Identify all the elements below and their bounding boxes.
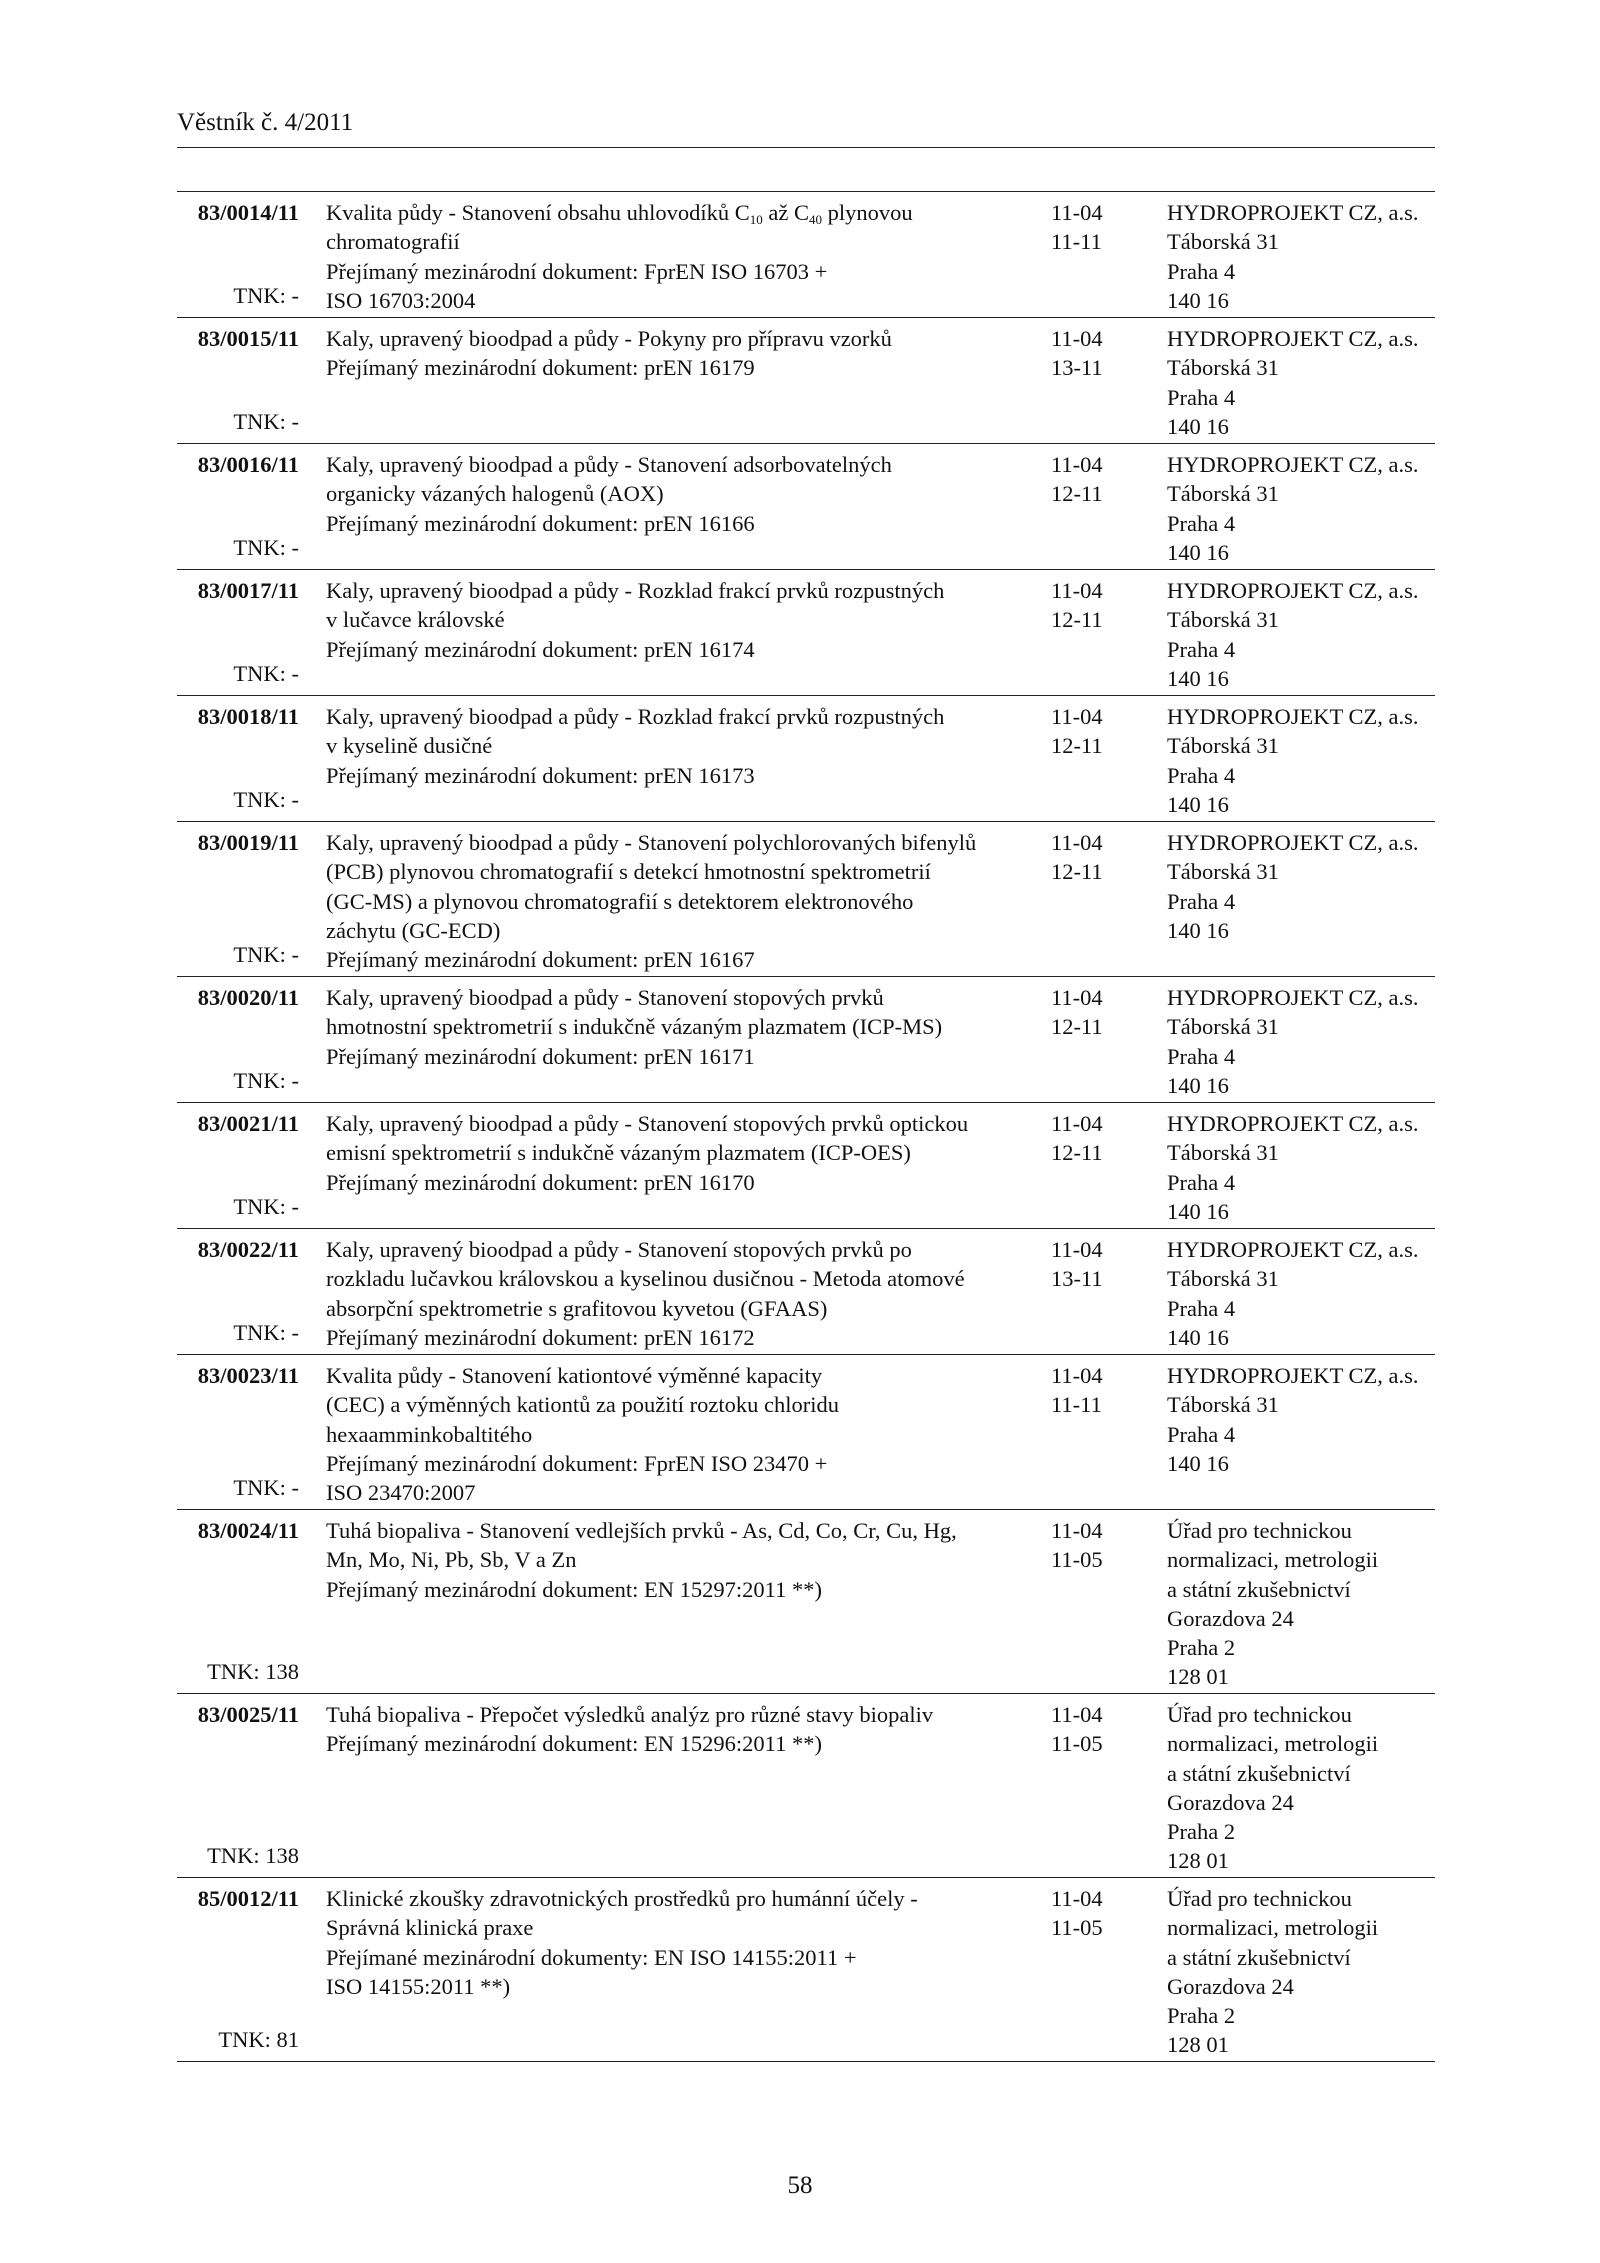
description-line: Tuhá biopaliva - Přepočet výsledků analýz pro různé stavy biopaliv — [326, 1702, 934, 1727]
description-line: Kaly, upravený bioodpad a půdy - Stanovení adsorbovatelných — [326, 452, 892, 477]
description-cell — [326, 1516, 1016, 1604]
table-row — [177, 570, 1435, 696]
address-line: Praha 2 — [1167, 1635, 1236, 1661]
table-row — [177, 1355, 1435, 1510]
description-line: organicky vázaných halogenů (AOX) — [326, 481, 664, 507]
description-line: Přejímaný mezinárodní dokument: prEN 16173 — [326, 762, 755, 788]
date-code: 11-05 — [1051, 1547, 1103, 1573]
address-line: normalizaci, metrologii — [1167, 1915, 1379, 1941]
description-line: ISO 14155:2011 **) — [326, 1973, 511, 1999]
record-number: 83/0016/11 — [197, 452, 299, 477]
tnk-label: TNK: - — [233, 660, 299, 686]
address-line: Praha 2 — [1167, 1819, 1236, 1845]
table-row — [177, 1878, 1435, 2062]
date-code: 12-11 — [1051, 1140, 1103, 1166]
record-number: 83/0023/11 — [197, 1363, 299, 1388]
address-line: a státní zkušebnictví — [1167, 1944, 1351, 1970]
address-line: 140 16 — [1167, 287, 1229, 313]
address-line: Praha 4 — [1167, 1421, 1236, 1447]
address-line: HYDROPROJEKT CZ, a.s. — [1167, 326, 1419, 351]
address-line: Praha 4 — [1167, 1169, 1236, 1195]
address-line: 140 16 — [1167, 413, 1229, 439]
page-number: 58 — [787, 2172, 813, 2199]
dates-cell — [1051, 1700, 1131, 1759]
table-row — [177, 1694, 1435, 1878]
description-line: Přejímaný mezinárodní dokument: FprEN ISO 23470 + — [326, 1450, 828, 1476]
description-cell — [326, 450, 1016, 538]
dates-cell — [1051, 1109, 1131, 1168]
record-number: 83/0025/11 — [197, 1702, 299, 1727]
description-cell — [326, 702, 1016, 790]
date-code: 11-04 — [1051, 1886, 1103, 1911]
date-code: 11-04 — [1051, 200, 1103, 225]
description-line: Kaly, upravený bioodpad a půdy - Rozklad frakcí prvků rozpustných — [326, 578, 945, 603]
description-line: v lučavce královské — [326, 607, 505, 633]
date-code: 11-04 — [1051, 578, 1103, 603]
description-line: v kyselině dusičné — [326, 733, 493, 759]
address-line: Praha 2 — [1167, 2003, 1236, 2029]
address-line: Praha 4 — [1167, 510, 1236, 536]
address-line: HYDROPROJEKT CZ, a.s. — [1167, 704, 1419, 729]
date-code: 11-04 — [1051, 985, 1103, 1010]
address-line: 140 16 — [1167, 665, 1229, 691]
date-code: 12-11 — [1051, 733, 1103, 759]
description-cell — [326, 198, 1016, 315]
address-line: 128 01 — [1167, 1848, 1229, 1874]
description-text: Kvalita půdy - Stanovení obsahu uhlovodíků C — [326, 200, 750, 225]
address-line: a státní zkušebnictví — [1167, 1760, 1351, 1786]
date-code: 13-11 — [1051, 1266, 1103, 1292]
address-line: HYDROPROJEKT CZ, a.s. — [1167, 578, 1419, 603]
address-line: HYDROPROJEKT CZ, a.s. — [1167, 452, 1419, 477]
record-number: 83/0019/11 — [197, 830, 299, 855]
address-line: 128 01 — [1167, 1664, 1229, 1690]
address-line: 140 16 — [1167, 1324, 1229, 1350]
description-line: Mn, Mo, Ni, Pb, Sb, V a Zn — [326, 1547, 577, 1573]
address-line: 140 16 — [1167, 791, 1229, 817]
description-line: Přejímaný mezinárodní dokument: prEN 16179 — [326, 355, 755, 381]
description-line: absorpční spektrometrie s grafitovou kyvetou (GFAAS) — [326, 1295, 828, 1321]
date-code: 11-04 — [1051, 1702, 1103, 1727]
record-id-cell — [177, 983, 299, 1095]
description-cell — [326, 576, 1016, 664]
tnk-label: TNK: 81 — [218, 2026, 299, 2052]
page-header — [177, 108, 1435, 138]
address-line: HYDROPROJEKT CZ, a.s. — [1167, 1237, 1419, 1262]
dates-cell — [1051, 198, 1131, 257]
table-row — [177, 1103, 1435, 1229]
record-number: 83/0021/11 — [197, 1111, 299, 1136]
address-line: Táborská 31 — [1167, 1014, 1279, 1040]
tnk-label: TNK: - — [233, 1067, 299, 1093]
description-cell — [326, 1700, 1016, 1759]
dates-cell — [1051, 1516, 1131, 1575]
address-line: Praha 4 — [1167, 258, 1236, 284]
address-line: HYDROPROJEKT CZ, a.s. — [1167, 985, 1419, 1010]
date-code: 11-04 — [1051, 452, 1103, 477]
description-line: emisní spektrometrií s indukčně vázaným plazmatem (ICP-OES) — [326, 1140, 911, 1166]
table-row — [177, 444, 1435, 570]
record-id-cell — [177, 1516, 299, 1686]
date-code: 11-04 — [1051, 1518, 1103, 1543]
address-line: 140 16 — [1167, 1450, 1229, 1476]
address-line: 140 16 — [1167, 1198, 1229, 1224]
description-line: hmotnostní spektrometrií s indukčně vázaným plazmatem (ICP-MS) — [326, 1014, 943, 1040]
processor-address-cell — [1167, 576, 1435, 693]
publication-title: Věstník č. 4/2011 — [177, 109, 354, 136]
address-line: 140 16 — [1167, 539, 1229, 565]
address-line: 128 01 — [1167, 2032, 1229, 2058]
table-row — [177, 1229, 1435, 1355]
table-row — [177, 822, 1435, 977]
date-code: 11-04 — [1051, 704, 1103, 729]
description-line: Kvalita půdy - Stanovení kationtové výměnné kapacity — [326, 1363, 823, 1388]
processor-address-cell — [1167, 450, 1435, 567]
dates-cell — [1051, 702, 1131, 761]
address-line: HYDROPROJEKT CZ, a.s. — [1167, 200, 1419, 225]
processor-address-cell — [1167, 1884, 1435, 2060]
processor-address-cell — [1167, 1361, 1435, 1478]
record-number: 83/0017/11 — [197, 578, 299, 603]
description-line: Přejímaný mezinárodní dokument: prEN 16170 — [326, 1169, 755, 1195]
description-line: Tuhá biopaliva - Stanovení vedlejších prvků - As, Cd, Co, Cr, Cu, Hg, — [326, 1518, 957, 1543]
processor-address-cell — [1167, 1700, 1435, 1876]
date-code: 11-11 — [1051, 229, 1102, 255]
record-id-cell — [177, 702, 299, 814]
description-line: Přejímaný mezinárodní dokument: EN 15297:2011 **) — [326, 1576, 822, 1602]
tnk-label: TNK: - — [233, 1474, 299, 1500]
address-line: 140 16 — [1167, 1072, 1229, 1098]
date-code: 11-11 — [1051, 1392, 1102, 1418]
dates-cell — [1051, 828, 1131, 887]
processor-address-cell — [1167, 198, 1435, 315]
date-code: 11-04 — [1051, 830, 1103, 855]
address-line: Táborská 31 — [1167, 481, 1279, 507]
processor-address-cell — [1167, 1235, 1435, 1352]
dates-cell — [1051, 450, 1131, 509]
description-line: Přejímané mezinárodní dokumenty: EN ISO 14155:2011 + — [326, 1944, 857, 1970]
record-number: 83/0020/11 — [197, 985, 299, 1010]
tnk-label: TNK: - — [233, 1319, 299, 1345]
description-line: Kaly, upravený bioodpad a půdy - Stanovení stopových prvků po — [326, 1237, 912, 1262]
description-line: záchytu (GC-ECD) — [326, 917, 501, 943]
description-line: Správná klinická praxe — [326, 1915, 534, 1941]
date-code: 11-04 — [1051, 1237, 1103, 1262]
dates-cell — [1051, 1361, 1131, 1420]
description-text: až C — [762, 200, 809, 225]
description-line: Kaly, upravený bioodpad a půdy - Pokyny pro přípravu vzorků — [326, 326, 892, 351]
address-line: Gorazdova 24 — [1167, 1973, 1294, 1999]
table-row — [177, 1510, 1435, 1694]
address-line: Gorazdova 24 — [1167, 1605, 1294, 1631]
address-line: normalizaci, metrologii — [1167, 1547, 1379, 1573]
processor-address-cell — [1167, 1516, 1435, 1692]
description-line: (GC-MS) a plynovou chromatografií s detektorem elektronového — [326, 888, 914, 914]
record-id-cell — [177, 576, 299, 688]
description-line: (CEC) a výměnných kationtů za použití roztoku chloridu — [326, 1392, 839, 1418]
processor-address-cell — [1167, 983, 1435, 1100]
tnk-label: TNK: - — [233, 534, 299, 560]
subscript-text: 40 — [808, 212, 822, 227]
address-line: Praha 4 — [1167, 384, 1236, 410]
record-id-cell — [177, 198, 299, 310]
tnk-label: TNK: 138 — [207, 1842, 299, 1868]
description-text: plynovou — [821, 200, 913, 225]
description-cell — [326, 983, 1016, 1071]
address-line: Úřad pro technickou — [1167, 1886, 1352, 1911]
description-line: Přejímaný mezinárodní dokument: prEN 16171 — [326, 1043, 755, 1069]
record-id-cell — [177, 828, 299, 969]
address-line: Úřad pro technickou — [1167, 1702, 1352, 1727]
description-cell — [326, 1884, 1016, 2001]
record-id-cell — [177, 1700, 299, 1870]
dates-cell — [1051, 1235, 1131, 1294]
dates-cell — [1051, 576, 1131, 635]
table-row — [177, 192, 1435, 318]
address-line: Gorazdova 24 — [1167, 1789, 1294, 1815]
description-line: ISO 16703:2004 — [326, 287, 476, 313]
description-line: Přejímaný mezinárodní dokument: EN 15296:2011 **) — [326, 1731, 822, 1757]
dates-cell — [1051, 324, 1131, 383]
description-line: rozkladu lučavkou královskou a kyselinou dusičnou - Metoda atomové — [326, 1266, 965, 1292]
description-line: Přejímaný mezinárodní dokument: prEN 16167 — [326, 947, 755, 973]
address-line: Táborská 31 — [1167, 1266, 1279, 1292]
description-line — [326, 198, 1016, 227]
record-id-cell — [177, 324, 299, 436]
description-cell — [326, 1361, 1016, 1507]
record-number: 83/0014/11 — [197, 200, 299, 225]
tnk-label: TNK: - — [233, 282, 299, 308]
standards-table — [177, 191, 1435, 2062]
processor-address-cell — [1167, 324, 1435, 441]
record-number: 83/0015/11 — [197, 326, 299, 351]
tnk-label: TNK: - — [233, 941, 299, 967]
address-line: Táborská 31 — [1167, 859, 1279, 885]
header-rule — [177, 147, 1435, 148]
description-cell — [326, 1235, 1016, 1352]
date-code: 12-11 — [1051, 607, 1103, 633]
date-code: 13-11 — [1051, 355, 1103, 381]
record-id-cell — [177, 450, 299, 562]
tnk-label: TNK: - — [233, 1193, 299, 1219]
description-line: Kaly, upravený bioodpad a půdy - Stanovení polychlorovaných bifenylů — [326, 830, 977, 855]
address-line: Táborská 31 — [1167, 355, 1279, 381]
address-line: 140 16 — [1167, 917, 1229, 943]
subscript-text: 10 — [749, 212, 763, 227]
record-id-cell — [177, 1109, 299, 1221]
address-line: Táborská 31 — [1167, 607, 1279, 633]
description-line: Kaly, upravený bioodpad a půdy - Stanovení stopových prvků optickou — [326, 1111, 969, 1136]
description-line: Kaly, upravený bioodpad a půdy - Stanovení stopových prvků — [326, 985, 884, 1010]
description-line: Přejímaný mezinárodní dokument: prEN 16172 — [326, 1324, 755, 1350]
processor-address-cell — [1167, 1109, 1435, 1226]
address-line: normalizaci, metrologii — [1167, 1731, 1379, 1757]
record-id-cell — [177, 1235, 299, 1347]
address-line: Praha 4 — [1167, 1043, 1236, 1069]
address-line: Táborská 31 — [1167, 229, 1279, 255]
address-line: Praha 4 — [1167, 888, 1236, 914]
date-code: 11-04 — [1051, 1363, 1103, 1388]
record-number: 83/0018/11 — [197, 704, 299, 729]
description-cell — [326, 828, 1016, 974]
table-row — [177, 318, 1435, 444]
address-line: Úřad pro technickou — [1167, 1518, 1352, 1543]
description-line: Klinické zkoušky zdravotnických prostředků pro humánní účely - — [326, 1886, 918, 1911]
address-line: Praha 4 — [1167, 636, 1236, 662]
processor-address-cell — [1167, 702, 1435, 819]
date-code: 12-11 — [1051, 481, 1103, 507]
record-number: 83/0022/11 — [197, 1237, 299, 1262]
tnk-label: TNK: - — [233, 408, 299, 434]
date-code: 11-04 — [1051, 326, 1103, 351]
address-line: Táborská 31 — [1167, 733, 1279, 759]
description-cell — [326, 1109, 1016, 1197]
description-line: Kaly, upravený bioodpad a půdy - Rozklad frakcí prvků rozpustných — [326, 704, 945, 729]
record-id-cell — [177, 1884, 299, 2054]
description-line: chromatografií — [326, 229, 460, 255]
tnk-label: TNK: 138 — [207, 1658, 299, 1684]
date-code: 12-11 — [1051, 1014, 1103, 1040]
description-line: Přejímaný mezinárodní dokument: prEN 16166 — [326, 510, 755, 536]
tnk-label: TNK: - — [233, 786, 299, 812]
table-row — [177, 696, 1435, 822]
description-line: Přejímaný mezinárodní dokument: FprEN ISO 16703 + — [326, 258, 828, 284]
address-line: HYDROPROJEKT CZ, a.s. — [1167, 830, 1419, 855]
processor-address-cell — [1167, 828, 1435, 945]
address-line: HYDROPROJEKT CZ, a.s. — [1167, 1111, 1419, 1136]
address-line: Praha 4 — [1167, 762, 1236, 788]
dates-cell — [1051, 983, 1131, 1042]
address-line: Táborská 31 — [1167, 1392, 1279, 1418]
page-footer — [0, 2172, 1600, 2200]
date-code: 11-05 — [1051, 1915, 1103, 1941]
description-line: Přejímaný mezinárodní dokument: prEN 16174 — [326, 636, 755, 662]
date-code: 11-04 — [1051, 1111, 1103, 1136]
description-line: ISO 23470:2007 — [326, 1480, 476, 1506]
address-line: a státní zkušebnictví — [1167, 1576, 1351, 1602]
address-line: Praha 4 — [1167, 1295, 1236, 1321]
record-number: 83/0024/11 — [197, 1518, 299, 1543]
date-code: 12-11 — [1051, 859, 1103, 885]
address-line: Táborská 31 — [1167, 1140, 1279, 1166]
description-cell — [326, 324, 1016, 383]
date-code: 11-05 — [1051, 1731, 1103, 1757]
description-line: (PCB) plynovou chromatografií s detekcí hmotnostní spektrometrií — [326, 859, 931, 885]
table-row — [177, 977, 1435, 1103]
address-line: HYDROPROJEKT CZ, a.s. — [1167, 1363, 1419, 1388]
record-number: 85/0012/11 — [197, 1886, 299, 1911]
record-id-cell — [177, 1361, 299, 1502]
description-line: hexaamminkobaltitého — [326, 1421, 533, 1447]
dates-cell — [1051, 1884, 1131, 1943]
